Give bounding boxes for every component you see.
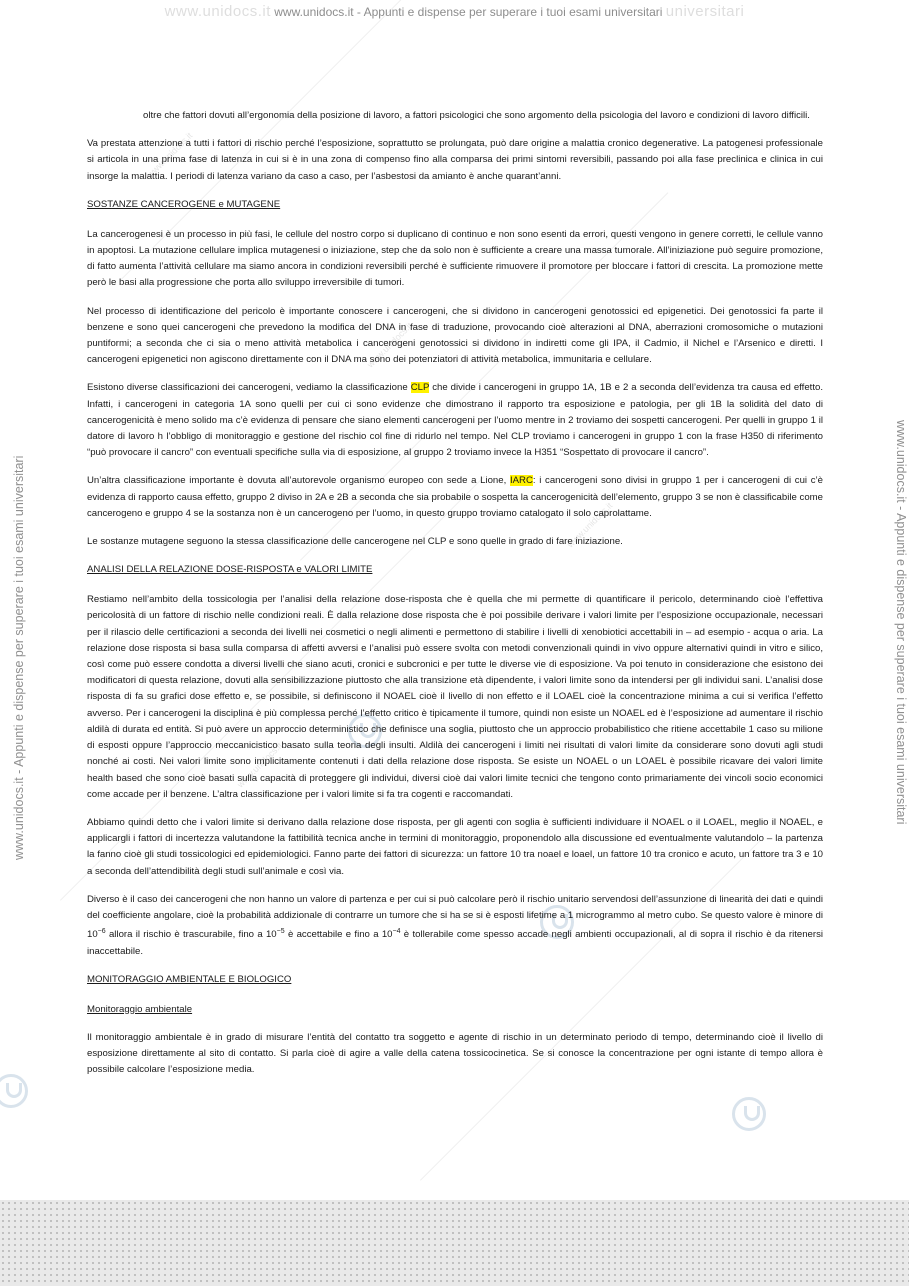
paragraph-iarc bbox=[87, 473, 823, 522]
highlight-iarc: IARC bbox=[509, 475, 533, 487]
text-span: è accettabile e fino a 10 bbox=[284, 929, 393, 941]
exponent: −5 bbox=[276, 928, 285, 936]
watermark-text: www.unidocs.it bbox=[565, 500, 615, 550]
site-header bbox=[0, 3, 909, 20]
side-watermark-left: www.unidocs.it - Appunti e dispense per superare i tuoi esami universitari bbox=[12, 455, 26, 860]
side-watermark-right: www.unidocs.it - Appunti e dispense per superare i tuoi esami universitari bbox=[894, 420, 908, 825]
paragraph: Abbiamo quindi detto che i valori limite si derivano dalla relazione dose risposta, per gli agenti con soglia è sufficienti individuare il NOAEL o il LOAEL, meglio il NOAEL, e applicargli i fattori di incertezza valutandone la fattibilità tecnica anche in termini di monitoraggio, proponendolo alla discussione ed eventualmente valutandolo – la partenza la fanno cioè gli studi tossicologici ed epidemiologici. Fanno parte dei fattori di sicurezza: un fattore 10 tra noael e loael, un fattore 10 tra cronico e acuto, un fattore tra 3 e 10 a seconda dell’attendibilità degli studi sull’animale e così via. bbox=[87, 816, 823, 877]
watermark-text: www.unidocs.it bbox=[365, 320, 415, 370]
section-heading-monitoraggio: MONITORAGGIO AMBIENTALE E BIOLOGICO bbox=[87, 973, 292, 985]
page-footer-pattern bbox=[0, 1200, 909, 1286]
paragraph: Restiamo nell’ambito della tossicologia per l’analisi della relazione dose-risposta che è quella che mi permette di quantificare il pericolo, determinando cioè l’effettiva pericolosità di un fattore di rischio nelle condizioni reali. È dalla relazione dose risposta che è poi possibile derivare i valori limite per l’esposizione occupazionale, necessari per il rilascio delle certificazioni a seconda dei livelli nei cosmetici o negli alimenti e permettono di stabilire i livelli di xenobiotici accettabili in – ad esempio - acqua o aria. La relazione dose risposta si basa sulla comparsa di affetti avversi e l’analisi può essere svolta con metodi convenzionali quindi in vivo oppure alternativi quindi in vitro e silico, così come può essere condotta a diversi livelli che siano acuti, cronici e subcronici e per tutte le diverse vie di esposizione. Va poi tenuto in considerazione che esistono dei modificatori di questa relazione, dovuti alla sensibilizzazione piuttosto che alla transizione età dipendente, i valori limite sono da intendersi per gli individui sani. L’analisi dose risposta di fa su grafici dose effetto e, se possibile, si definiscono il NOAEL cioè il livello di non effetto e il LOAEL cioè la concentrazione minima a cui si verifica l’effetto avverso. Per i cancerogeni la disciplina è più complessa perché l’effetto critico è tipicamente il tumore, quindi non esiste un NOAEL ed è l’esposizione ad aumentare il rischio aldilà di durata ed entità. Si può avere un approccio deterministico che definisce una soglia, piuttosto che un approccio probabilistico che ritiene accettabile 1 caso su milione di esposti oppure l’approccio meccanicistico basato sulla teoria degli insulti. Aldilà dei cancerogeni i limiti nei risultati di valori limite da considerare sono dovuti agli studi nonché ai costi. Nei valori limite sono implicitamente contenuti i dati della relazione dose risposta. Se esiste un NOAEL o un LOAEL è possibile ricavare dei valori limite health based che sono cioè basati sulla capacità di proteggere gli individui, diversi cioè dai valori limite tecnici che tengono conto primariamente dei vincoli socio economici come accade per il benzene. L’altra classificazione per i valori limite si fa tra cogenti e raccomandati. bbox=[87, 594, 823, 800]
paragraph: Va prestata attenzione a tutti i fattori di rischio perché l’esposizione, soprattutto se prolungata, può dare origine a malattia cronico degenerative. La patogenesi professionale si articola in una prima fase di latenza in cui si è in una zona di compenso fino alla comparsa dei primi sintomi reversibili, passando poi alla fase preclinica e clinica in cui insorge la malattia. I periodi di latenza variano da caso a caso, per l’asbestosi da amianto è anche quarant’anni. bbox=[87, 138, 823, 182]
exponent: −4 bbox=[392, 928, 401, 936]
paragraph: Nel processo di identificazione del pericolo è importante conoscere i cancerogeni, che si dividono in cancerogeni genotossici ed epigenetici. Dei genotossici fa parte il benzene e sono quei cancerogeni che prevedono la modifica del DNA in fase di traduzione, provocando cioè alterazioni al DNA, aberrazioni cromosomiche o mutazioni puntiformi; a seconda che ci sia o meno attività metabolica i cancerogeni genotossici si dividono in indiretti come gli IPA, il Cadmio, il Nichel e l’Arsenico e diretti. I cancerogeni epigenetici non agiscono direttamente con il DNA ma sono dei potenziatori di attività metabolica, immunitaria e cellulare. bbox=[87, 305, 823, 366]
header-ghost-left: www.unidocs.it bbox=[164, 3, 271, 20]
highlight-clp: CLP bbox=[410, 382, 430, 394]
text-span: Esistono diverse classificazioni dei cancerogeni, vediamo la classificazione bbox=[87, 382, 411, 394]
unidocs-logo-icon bbox=[0, 1074, 28, 1108]
text-span: è tollerabile come spesso accade negli ambienti occupazionali, al di sopra il rischio è da ritenersi inaccettabile. bbox=[87, 929, 824, 957]
subsection-heading-ambientale: Monitoraggio ambientale bbox=[87, 1003, 193, 1015]
header-ghost-right: universitari bbox=[665, 3, 745, 20]
text-span: Diverso è il caso dei cancerogeni che non hanno un valore di partenza e per cui si può calcolare però il rischio unitario servendosi dell’assunzione di linearità dei dati e quindi del coefficiente angolare, cioè la probabilità addizionale di contrarre un tumore che si ha se si è esposti lifetime a 1 microgrammo al metro cubo. Se questo valore è minore di 10 bbox=[87, 893, 823, 941]
section-heading-sostanze: SOSTANZE CANCEROGENE e MUTAGENE bbox=[87, 198, 281, 210]
text-span: : i cancerogeni sono divisi in gruppo 1 per i cancerogeni di cui c’è evidenza di rapporto causa effetto, gruppo 2 diviso in 2A e 2B a seconda che sia probabile o sospetta la cancerogenicità dell’elemento, gruppo 3 se non è classificabile come cancerogeno e gruppo 4 se la sostanza non è un cancerogeno per l’uomo, in questo gruppo troviamo catalogato il solo caprolattame. bbox=[87, 475, 823, 519]
exponent: −6 bbox=[97, 928, 106, 936]
text-span: che divide i cancerogeni in gruppo 1A, 1B e 2 a seconda dell’evidenza tra causa ed effetto. Infatti, i cancerogeni in categoria 1A sono quelli per cui ci sono evidenze che dimostrano il rapporto tra esposizione e patologia, per gli 1B la solidità del dato di cancerogenicità è meno solido ma c’è evidenza di pensare che siano elementi cancerogeni per l’uomo mentre in 2 troviamo dei sospetti cancerogeni. Per quelli in gruppo 1 il datore di lavoro h l’obbligo di monitoraggio e gestione del rischio col fine di ridurlo nel tempo. Nel CLP troviamo i cancerogeni in gruppo 1 con la frase H350 di riferimento “può provocare il cancro” con eventuali specifiche sulla via di esposizione, al gruppo 2 troviamo invece la H351 “Sospettato di provocare il cancro”. bbox=[87, 382, 823, 459]
document-body bbox=[87, 108, 823, 1090]
text-span: Un’altra classificazione importante è dovuta all’autorevole organismo europeo con sede a Lione, bbox=[87, 475, 510, 487]
paragraph-clp bbox=[87, 380, 823, 461]
paragraph: Il monitoraggio ambientale è in grado di misurare l’entità del contatto tra soggetto e agente di rischio in un determinato periodo di tempo, determinando cioè il livello di esposizione direttamente al sito di contatto. Si parla cioè di agire a valle della catena tossicocinetica. Se si conosce la concentrazione per ogni istante di tempo allora è possibile calcolare l’esposizione media. bbox=[87, 1031, 823, 1076]
paragraph-rischio-unitario bbox=[87, 892, 823, 960]
watermark-text: www.unidocs.it bbox=[235, 740, 285, 790]
unidocs-logo-icon bbox=[732, 1097, 766, 1131]
section-heading-analisi: ANALISI DELLA RELAZIONE DOSE-RISPOSTA e VALORI LIMITE bbox=[87, 564, 373, 576]
paragraph: La cancerogenesi è un processo in più fasi, le cellule del nostro corpo si duplicano di continuo e non sono esenti da errori, questi vengono in genere corretti, le cellule vanno in apoptosi. La mutazione cellulare implica mutagenesi o iniziazione, step che da solo non è sufficiente a creare una massa tumorale. All’iniziazione può seguire promozione, di fatto aumenta l’attività cellulare ma siamo ancora in condizioni reversibili perché è sufficiente rimuovere il promotore per bloccare i fattori di crescita. La promozione mette però le basi alla progressione che porta allo sviluppo irreversibile di tumori. bbox=[87, 228, 823, 289]
text-span: allora il rischio è trascurabile, fino a 10 bbox=[105, 929, 277, 941]
watermark-text: www.unidocs.it bbox=[145, 130, 195, 180]
paragraph: Le sostanze mutagene seguono la stessa classificazione delle cancerogene nel CLP e sono quelle in grado di fare iniziazione. bbox=[87, 536, 623, 548]
paragraph: oltre che fattori dovuti all’ergonomia della posizione di lavoro, a fattori psicologici che sono argomento della psicologia del lavoro e condizioni di lavoro difficili. bbox=[143, 110, 810, 121]
header-main-text[interactable]: www.unidocs.it - Appunti e dispense per superare i tuoi esami universitari bbox=[274, 5, 663, 19]
